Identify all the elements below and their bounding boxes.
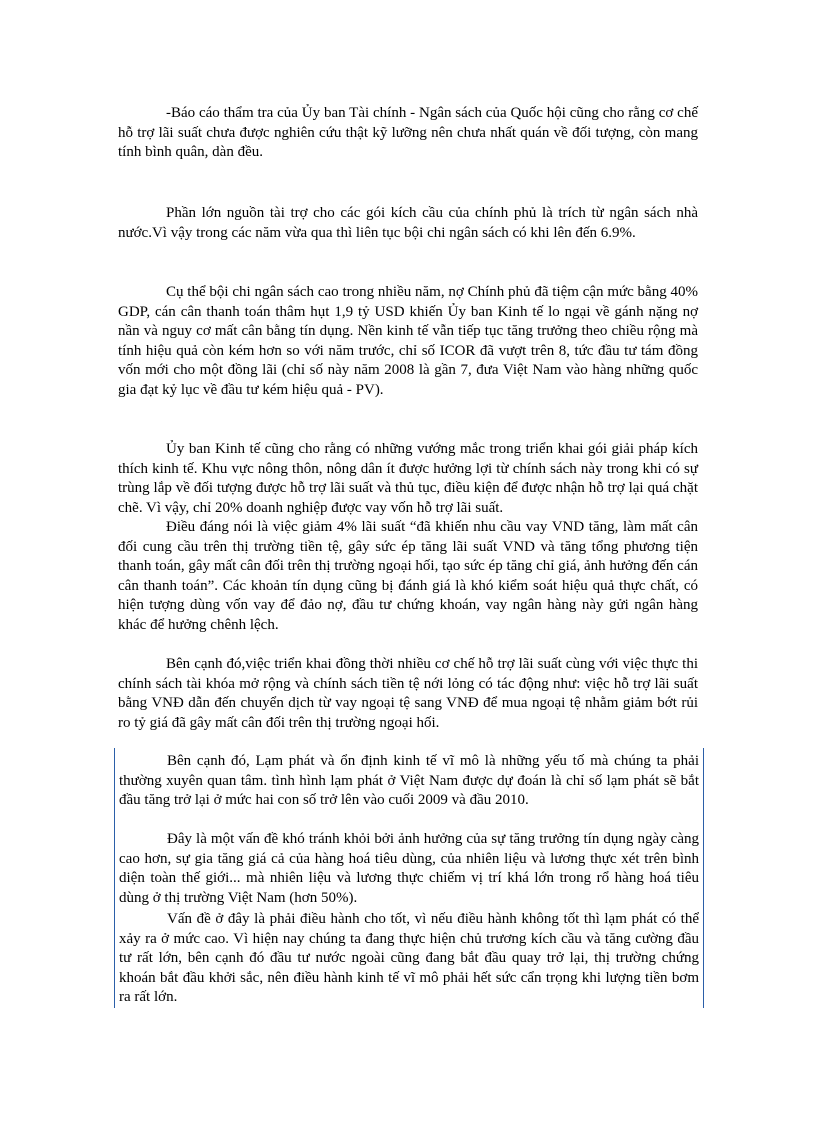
paragraph-interest-reduction: Điều đáng nói là việc giảm 4% lãi suất “đã khiến nhu cầu vay VND tăng, làm mất cân đối cung cầu trên thị trường tiền tệ, gây sức ép tăng lãi suất VND và tăng tổng phương tiện thanh toán, gây mất cân đối trên thị trường ngoại hối, tạo sức ép tăng chỉ giá, ảnh hưởng đến cán cân thanh toán”. Các khoản tín dụng cũng bị đánh giá là khó kiểm soát hiệu quả thực chất, có hiện tượng dùng vốn vay để đảo nợ, đầu tư chứng khoán, vay ngân hàng này gửi ngân hàng khác để hưởng chênh lệch. — [118, 519, 698, 633]
bordered-section — [114, 748, 704, 1008]
paragraph-funding-source: Phần lớn nguồn tài trợ cho các gói kích cầu của chính phủ là trích từ ngân sách nhà nước.Vì vậy trong các năm vừa qua thì liên tục bội chi ngân sách có khi lên đến 6.9%. — [118, 205, 698, 241]
paragraph-inflation: Bên cạnh đó, Lạm phát và ổn định kinh tế vĩ mô là những yếu tố mà chúng ta phải thường xuyên quan tâm. tình hình lạm phát ở Việt Nam được dự đoán là chỉ số lạm phát sẽ bắt đầu tăng trở lại ở mức hai con số trở lên vào cuối 2009 và đầu 2010. — [119, 753, 699, 808]
paragraph-macro-management: Vấn đề ở đây là phải điều hành cho tốt, vì nếu điều hành không tốt thì lạm phát có thể xảy ra ở mức cao. Vì hiện nay chúng ta đang thực hiện chủ trương kích cầu và tăng cường đầu tư rất lớn, bên cạnh đó đầu tư nước ngoài cũng đang bắt đầu quay trở lại, thị trường chứng khoán bắt đầu khởi sắc, nên điều hành kinh tế vĩ mô phải hết sức cẩn trọng khi lượng tiền bơm ra rất lớn. — [119, 911, 699, 1005]
paragraph-concurrent-mechanisms: Bên cạnh đó,việc triển khai đồng thời nhiều cơ chế hỗ trợ lãi suất cùng với việc thực thi chính sách tài khóa mở rộng và chính sách tiền tệ nới lỏng có tác động như: việc hỗ trợ lãi suất bằng VNĐ dẫn đến chuyển dịch từ vay ngoại tệ sang VNĐ để mua ngoại tệ nhằm giảm bớt rủi ro tỷ giá đã gây mất cân đối trên thị trường ngoại hối. — [118, 656, 698, 731]
paragraph-appraisal-report: -Báo cáo thẩm tra của Ủy ban Tài chính - Ngân sách của Quốc hội cũng cho rằng cơ chế hỗ trợ lãi suất chưa được nghiên cứu thật kỹ lưỡng nên chưa nhất quán về đối tượng, còn mang tính bình quân, dàn đều. — [118, 105, 698, 160]
paragraph-economic-committee: Ủy ban Kinh tế cũng cho rằng có những vướng mắc trong triển khai gói giải pháp kích thích kinh tế. Khu vực nông thôn, nông dân ít được hưởng lợi từ chính sách này trong khi có sự trùng lắp về đối tượng được hỗ trợ lãi suất và thủ tục, điều kiện để được nhận hỗ trợ lại quá chặt chẽ. Vì vậy, chỉ 20% doanh nghiệp được vay vốn hỗ trợ lãi suất. — [118, 441, 698, 516]
paragraph-budget-deficit: Cụ thể bội chi ngân sách cao trong nhiều năm, nợ Chính phủ đã tiệm cận mức bằng 40% GDP, cán cân thanh toán thâm hụt 1,9 tỷ USD khiến Ủy ban Kinh tế lo ngại về gánh nặng nợ nần và nguy cơ mất cân bằng tín dụng. Nền kinh tế vẫn tiếp tục tăng trưởng theo chiều rộng mà tính hiệu quả còn kém hơn so với năm trước, chỉ số ICOR đã vượt trên 8, tức đầu tư tám đồng vốn mới cho một đồng lãi (chỉ số này năm 2008 là gần 7, đưa Việt Nam vào hàng những quốc gia đạt kỷ lục về đầu tư kém hiệu quả - PV). — [118, 284, 698, 398]
paragraph-credit-growth: Đây là một vấn đề khó tránh khỏi bởi ảnh hưởng của sự tăng trưởng tín dụng ngày càng cao hơn, sự gia tăng giá cả của hàng hoá tiêu dùng, của nhiên liệu và lương thực xét trên bình diện toàn thế giới... mà nhiên liệu và lương thực chiếm vị trí khá lớn trong rổ hàng hoá tiêu dùng ở thị trường Việt Nam (hơn 50%). — [119, 831, 699, 906]
